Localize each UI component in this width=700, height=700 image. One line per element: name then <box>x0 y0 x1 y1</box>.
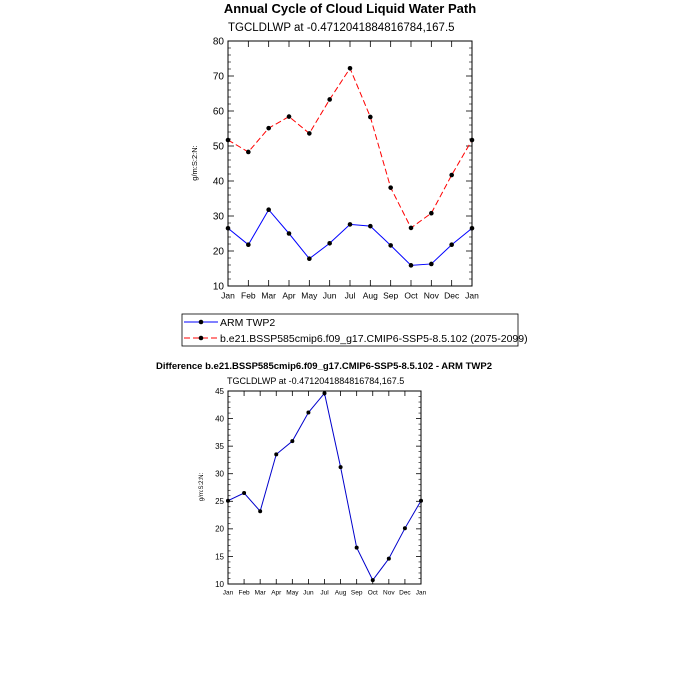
chart1-series-0-point <box>429 262 434 267</box>
chart1-series-1-point <box>266 126 271 131</box>
chart1-xtick-label: Feb <box>241 290 256 301</box>
chart2-ytick-label: 30 <box>215 469 224 479</box>
chart1-xtick-label: Jan <box>465 290 479 301</box>
chart1-ytick-label: 60 <box>212 106 224 118</box>
chart1-legend <box>182 314 528 346</box>
chart1-series-1-point <box>449 173 454 178</box>
chart2-ytick-label: 10 <box>215 579 224 589</box>
legend-label-model: b.e21.BSSP585cmip6.f09_g17.CMIP6-SSP5-8.5.102 (2075-2099) <box>220 333 528 345</box>
chart2-series-0-point <box>355 546 359 550</box>
chart1-xtick-label: Jun <box>322 290 337 301</box>
chart1-ytick-label: 10 <box>212 281 224 293</box>
chart1-ytick-label: 40 <box>212 176 224 188</box>
chart1-series-0-point <box>327 241 332 246</box>
chart1-series-0-point <box>226 226 231 231</box>
chart2-xtick-label: May <box>286 589 299 597</box>
chart1-ytick-label: 30 <box>212 211 224 223</box>
chart2-series-0-line <box>228 393 421 580</box>
chart1-series-1-point <box>226 138 231 143</box>
chart1-series-1-point <box>348 66 353 71</box>
chart1-xtick-label: Nov <box>423 290 439 301</box>
chart1-ylabel: g/m:S:2:N: <box>190 145 199 181</box>
chart2-series-0-point <box>387 557 391 561</box>
chart2-xtick-label: Jul <box>320 589 329 597</box>
chart1-series-0-point <box>368 224 373 229</box>
chart1-xtick-label: Jul <box>344 290 356 301</box>
chart1-plot <box>213 37 479 301</box>
chart1-series-1-line <box>228 68 472 228</box>
chart1-series-0-point <box>388 243 393 248</box>
chart1-series-1-point <box>388 185 393 190</box>
chart1-frame <box>228 41 472 286</box>
chart1-ytick-label: 20 <box>212 246 224 258</box>
chart1-xtick-label: Mar <box>261 290 276 301</box>
chart2-xtick-label: Jan <box>222 589 234 597</box>
chart2-ytick-label: 45 <box>215 386 224 396</box>
chart2-plot <box>215 387 427 597</box>
chart2-series-0-point <box>419 499 423 503</box>
chart1-xtick-label: Oct <box>404 290 418 301</box>
chart2-series-0-point <box>306 411 310 415</box>
chart1-series-0-point <box>449 242 454 247</box>
chart1-series-0-point <box>470 226 475 231</box>
chart2-title: Difference b.e21.BSSP585cmip6.f09_g17.CMIP6-SSP5-8.5.102 - ARM TWP2 <box>156 361 492 372</box>
chart1-ytick-label: 70 <box>212 71 224 83</box>
chart1-series-1-point <box>327 97 332 102</box>
chart2-series-0-point <box>290 439 294 443</box>
chart1-xtick-label: May <box>301 290 318 301</box>
chart2-xtick-label: Mar <box>254 589 266 597</box>
chart1-series-0-point <box>409 263 414 268</box>
chart1-series-0-line <box>228 210 472 266</box>
chart1-series-1-point <box>287 114 292 119</box>
chart2-xtick-label: Apr <box>271 589 282 597</box>
chart2-xtick-label: Nov <box>383 589 395 597</box>
chart2-xtick-label: Feb <box>238 589 250 597</box>
chart2-series-0-point <box>258 509 262 513</box>
chart1-series-1-point <box>307 131 312 136</box>
chart1-series-1-point <box>246 150 251 155</box>
chart2-ytick-label: 35 <box>215 442 224 452</box>
chart1-xtick-label: Dec <box>444 290 460 301</box>
legend-marker-arm <box>199 320 204 325</box>
legend-marker-model <box>199 336 204 341</box>
chart1-ytick-label: 50 <box>212 141 224 153</box>
chart1-series-0-point <box>246 242 251 247</box>
chart2-series-0-point <box>323 391 327 395</box>
chart1-xtick-label: Apr <box>282 290 296 301</box>
chart2-series-0-point <box>371 578 375 582</box>
chart2-xtick-label: Dec <box>399 589 411 597</box>
chart2-ytick-label: 40 <box>215 414 224 424</box>
chart1-ytick-label: 80 <box>212 36 224 48</box>
chart2-xtick-label: Oct <box>367 589 378 597</box>
chart2-xtick-label: Jun <box>303 589 314 597</box>
chart1-title: Annual Cycle of Cloud Liquid Water Path <box>223 1 477 16</box>
chart1-series-0-point <box>307 256 312 261</box>
chart1-xtick-label: Sep <box>383 290 399 301</box>
chart2-subtitle: TGCLDLWP at -0.4712041884816784,167.5 <box>227 376 405 386</box>
chart1-subtitle: TGCLDLWP at -0.4712041884816784,167.5 <box>228 22 455 34</box>
chart1-series-0-point <box>287 231 292 236</box>
chart2-ytick-label: 20 <box>215 524 224 534</box>
chart2-ylabel: g/m:S:2:N: <box>199 472 205 502</box>
chart1-series-1-point <box>470 138 475 143</box>
chart2-ytick-label: 25 <box>215 497 224 507</box>
chart2-xtick-label: Jan <box>415 589 427 597</box>
chart2-series-0-point <box>339 465 343 469</box>
legend-label-arm: ARM TWP2 <box>220 317 276 329</box>
chart2-series-0-point <box>242 491 246 495</box>
chart1-series-0-point <box>348 222 353 227</box>
chart2-series-0-point <box>226 499 230 503</box>
chart1-series-1-point <box>429 211 434 216</box>
chart2-xtick-label: Aug <box>334 589 347 597</box>
chart2-ytick-label: 15 <box>215 552 224 562</box>
chart1-series-1-point <box>409 226 414 231</box>
chart1-xtick-label: Jan <box>221 290 235 301</box>
chart2-xtick-label: Sep <box>350 589 363 597</box>
chart2-series-0-point <box>403 526 407 530</box>
chart2-series-0-point <box>274 452 278 456</box>
chart1-series-0-point <box>266 207 271 212</box>
chart1-xtick-label: Aug <box>362 290 378 301</box>
chart1-series-1-point <box>368 115 373 120</box>
chart2-frame <box>228 391 421 584</box>
